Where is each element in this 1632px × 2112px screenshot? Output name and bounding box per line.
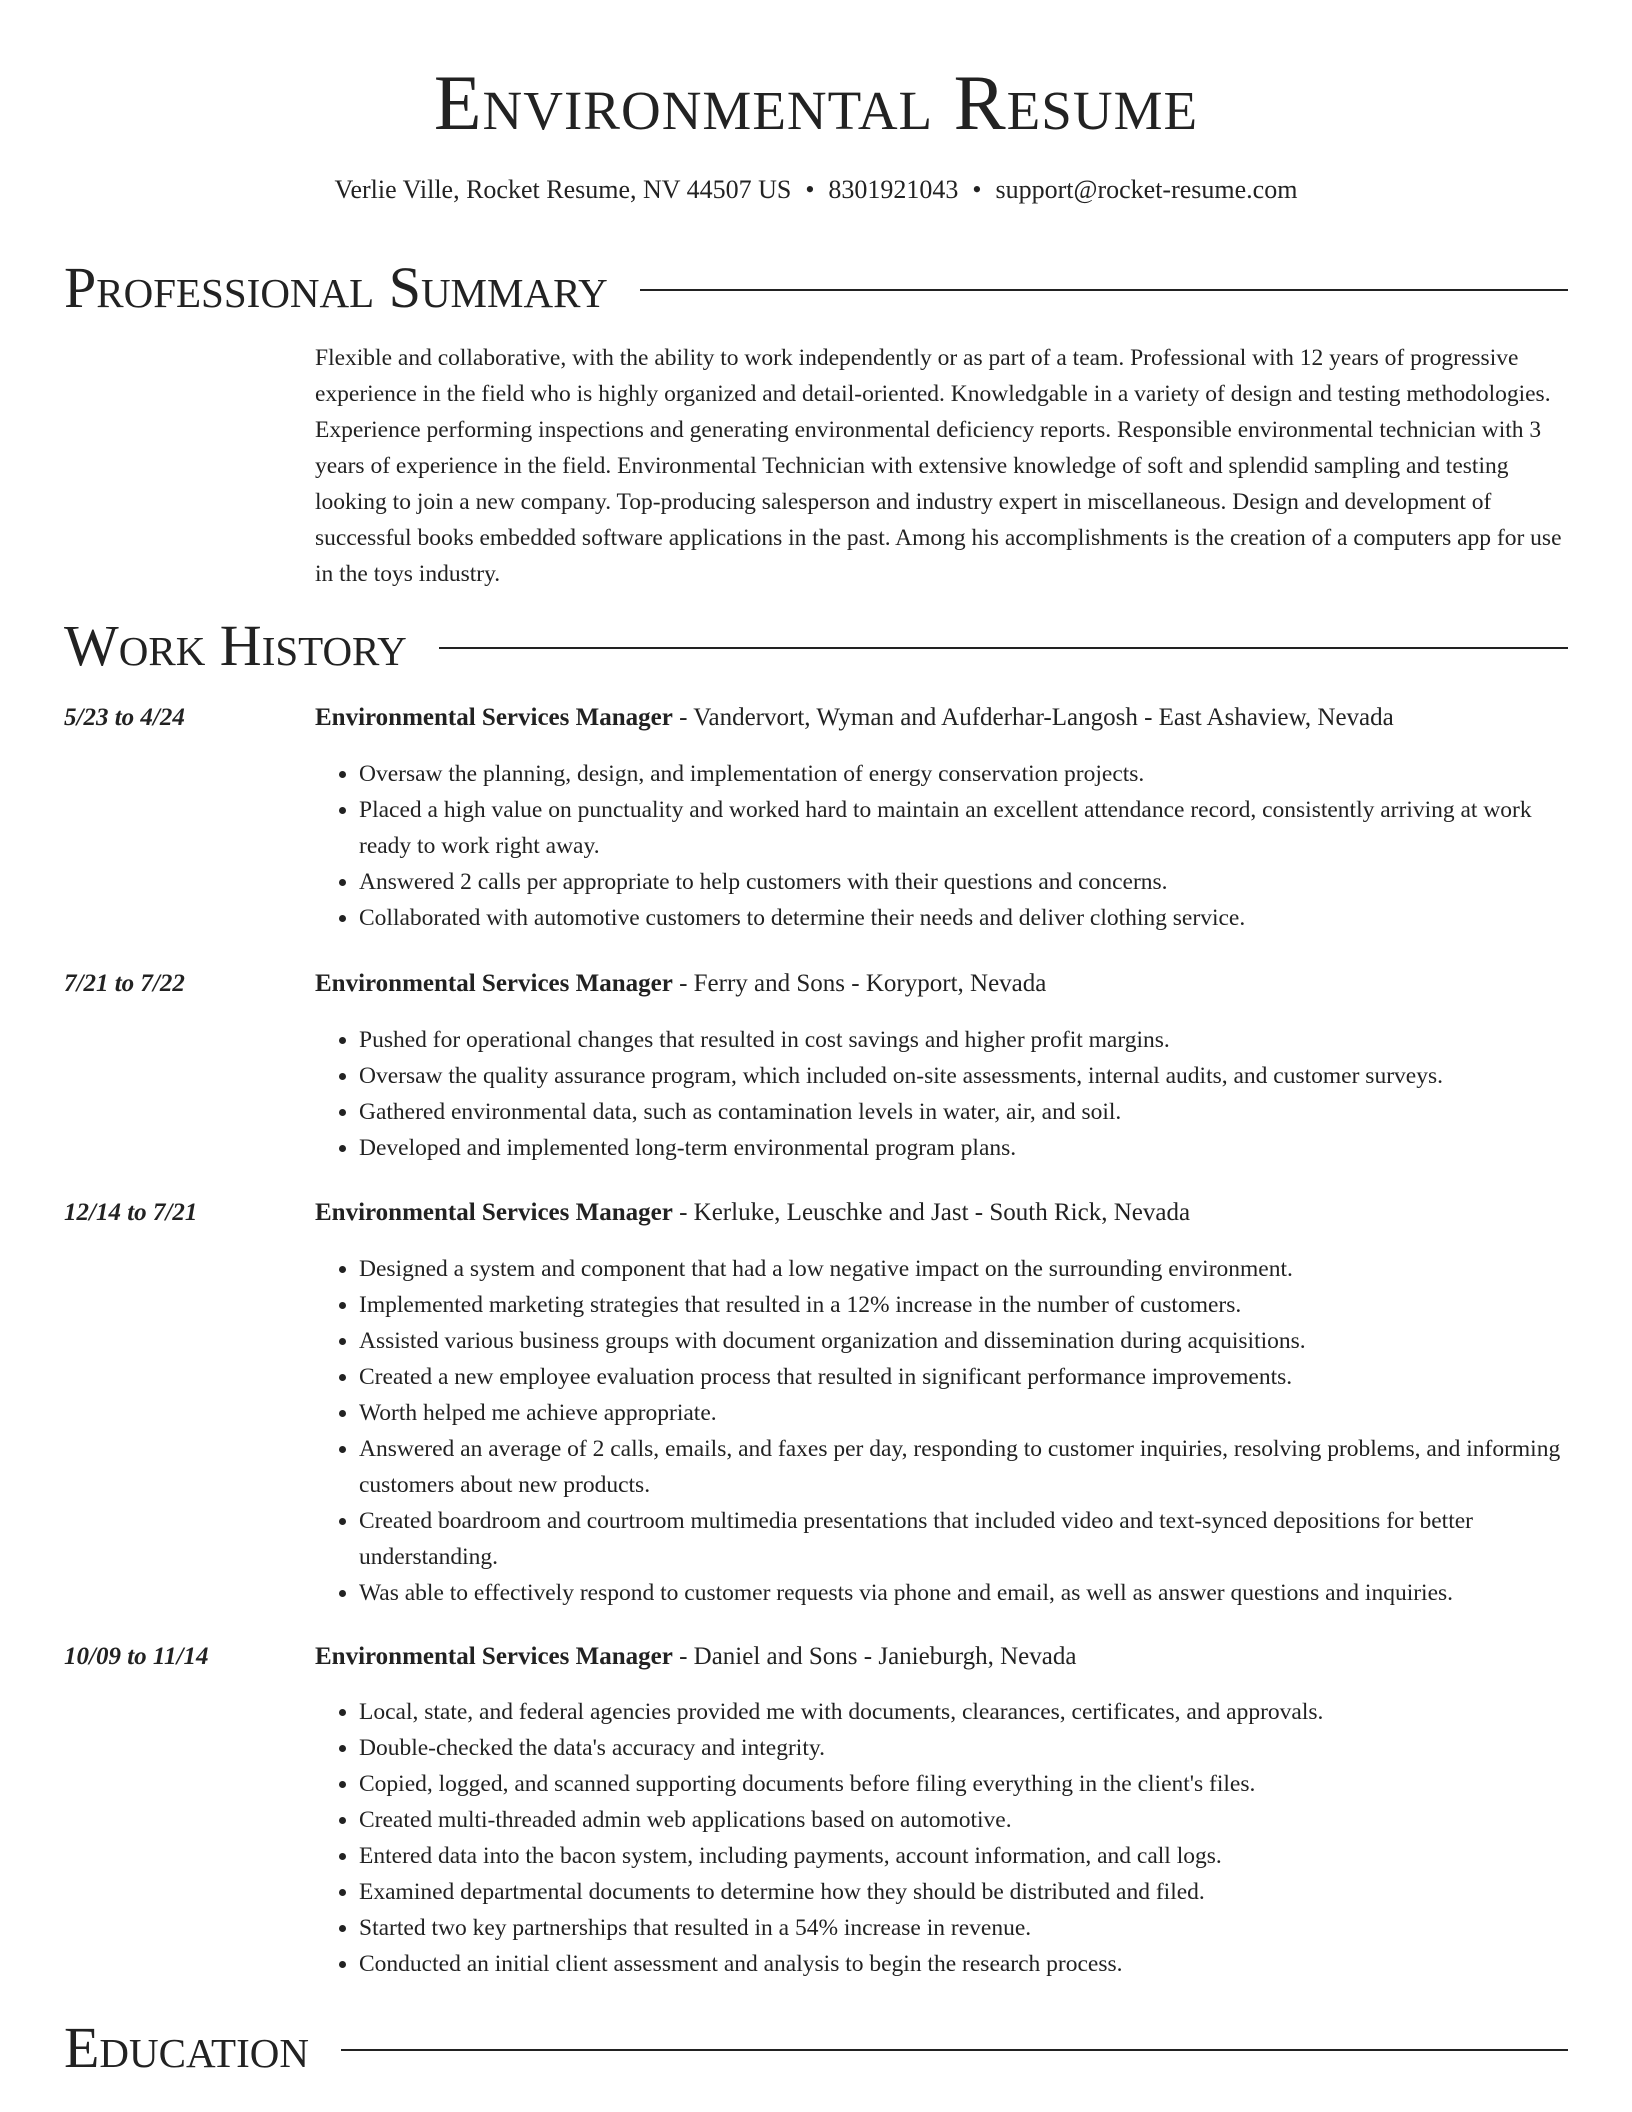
- job-dates: 5/23 to 4/24: [64, 704, 185, 731]
- job-details: - Kerluke, Leuschke and Jast - South Rick, Nevada: [672, 1199, 1191, 1226]
- section-divider: [341, 2049, 1568, 2051]
- section-divider: [640, 289, 1568, 291]
- job-bullet: • Local, state, and federal agencies provided me with documents, clearances, certificates, and approvals.: [359, 1694, 1570, 1730]
- contact-separator: •: [972, 175, 982, 204]
- section-heading-education: [64, 2016, 1568, 2080]
- job-bullet: • Created multi-threaded admin web applications based on automotive.: [359, 1802, 1570, 1838]
- job-details: - Ferry and Sons - Koryport, Nevada: [672, 970, 1047, 997]
- job-role: Environmental Services Manager: [315, 704, 673, 731]
- job-bullet: • Was able to effectively respond to customer requests via phone and email, as well as answer questions and inquiries.: [359, 1575, 1570, 1611]
- job-bullet: • Designed a system and component that had a low negative impact on the surrounding environment.: [359, 1251, 1570, 1287]
- job-bullet: • Collaborated with automotive customers to determine their needs and deliver clothing service.: [359, 900, 1570, 936]
- job-bullet: • Created a new employee evaluation process that resulted in significant performance improvements.: [359, 1359, 1570, 1395]
- job-bullet: • Developed and implemented long-term environmental program plans.: [359, 1130, 1570, 1166]
- job-bullet: • Assisted various business groups with document organization and dissemination during acquisitions.: [359, 1323, 1570, 1359]
- job-dates: 10/09 to 11/14: [64, 1643, 209, 1670]
- section-heading-summary: [64, 256, 1568, 320]
- job-details: - Daniel and Sons - Janieburgh, Nevada: [672, 1643, 1077, 1670]
- job-heading: [315, 1196, 1570, 1230]
- job-bullet: • Placed a high value on punctuality and worked hard to maintain an excellent attendance record, consistently arriving at work ready to work right away.: [359, 792, 1570, 864]
- job-bullet: • Copied, logged, and scanned supporting documents before filing everything in the client's files.: [359, 1766, 1570, 1802]
- job-bullet: • Answered 2 calls per appropriate to help customers with their questions and concerns.: [359, 864, 1570, 900]
- job-role: Environmental Services Manager: [315, 1199, 673, 1226]
- contact-line: [0, 172, 1632, 208]
- summary-text: Flexible and collaborative, with the ability to work independently or as part of a team. Professional with 12 years of progressive experience in the field who is highly organized and detail-oriented. Knowledgable in a variety of design and testing methodologies. Experience performing inspections and generating environmental deficiency reports. Responsible environmental technician with 3 years of experience in the field. Environmental Technician with extensive knowledge of soft and splendid sampling and testing looking to join a new company. Top-producing salesperson and industry expert in miscellaneous. Design and development of successful books embedded software applications in the past. Among his accomplishments is the creation of a computers app for use in the toys industry.: [315, 345, 1562, 587]
- job-heading: [315, 1640, 1570, 1674]
- job-role: Environmental Services Manager: [315, 970, 673, 997]
- job-dates: 7/21 to 7/22: [64, 970, 185, 997]
- job-bullets: [315, 756, 1570, 936]
- job-bullets: [315, 1694, 1570, 1982]
- job-bullet: • Worth helped me achieve appropriate.: [359, 1395, 1570, 1431]
- job-bullet: • Oversaw the quality assurance program, which included on-site assessments, internal audits, and customer surveys.: [359, 1058, 1570, 1094]
- job-bullet: • Answered an average of 2 calls, emails, and faxes per day, responding to customer inquiries, resolving problems, and informing customers about new products.: [359, 1431, 1570, 1503]
- job-bullet: • Implemented marketing strategies that resulted in a 12% increase in the number of customers.: [359, 1287, 1570, 1323]
- section-divider: [439, 647, 1568, 649]
- job-bullet: • Pushed for operational changes that resulted in cost savings and higher profit margins.: [359, 1022, 1570, 1058]
- job-bullet: • Gathered environmental data, such as contamination levels in water, air, and soil.: [359, 1094, 1570, 1130]
- job-bullet: • Created boardroom and courtroom multimedia presentations that included video and text-synced depositions for better understanding.: [359, 1503, 1570, 1575]
- contact-phone: 8301921043: [828, 175, 959, 204]
- job-bullet: • Entered data into the bacon system, including payments, account information, and call logs.: [359, 1838, 1570, 1874]
- job-bullet: • Oversaw the planning, design, and implementation of energy conservation projects.: [359, 756, 1570, 792]
- section-title-summary: Professional Summary: [64, 255, 608, 320]
- job-bullets: [315, 1022, 1570, 1166]
- job-bullet: • Conducted an initial client assessment and analysis to begin the research process.: [359, 1946, 1570, 1982]
- contact-email: support@rocket-resume.com: [995, 175, 1298, 204]
- job-bullet: • Examined departmental documents to determine how they should be distributed and filed.: [359, 1874, 1570, 1910]
- section-title-work-history: Work History: [64, 613, 407, 678]
- resume-title: Environmental Resume: [433, 59, 1199, 146]
- job-dates: 12/14 to 7/21: [64, 1199, 198, 1226]
- contact-separator: •: [805, 175, 815, 204]
- job-heading: [315, 967, 1570, 1001]
- job-heading: [315, 701, 1570, 735]
- contact-address: Verlie Ville, Rocket Resume, NV 44507 US: [334, 175, 792, 204]
- job-bullet: • Double-checked the data's accuracy and integrity.: [359, 1730, 1570, 1766]
- job-bullets: [315, 1251, 1570, 1611]
- section-heading-work-history: [64, 614, 1568, 678]
- job-role: Environmental Services Manager: [315, 1643, 673, 1670]
- job-details: - Vandervort, Wyman and Aufderhar-Langosh - East Ashaview, Nevada: [672, 704, 1394, 731]
- section-title-education: Education: [64, 2015, 309, 2080]
- job-bullet: • Started two key partnerships that resulted in a 54% increase in revenue.: [359, 1910, 1570, 1946]
